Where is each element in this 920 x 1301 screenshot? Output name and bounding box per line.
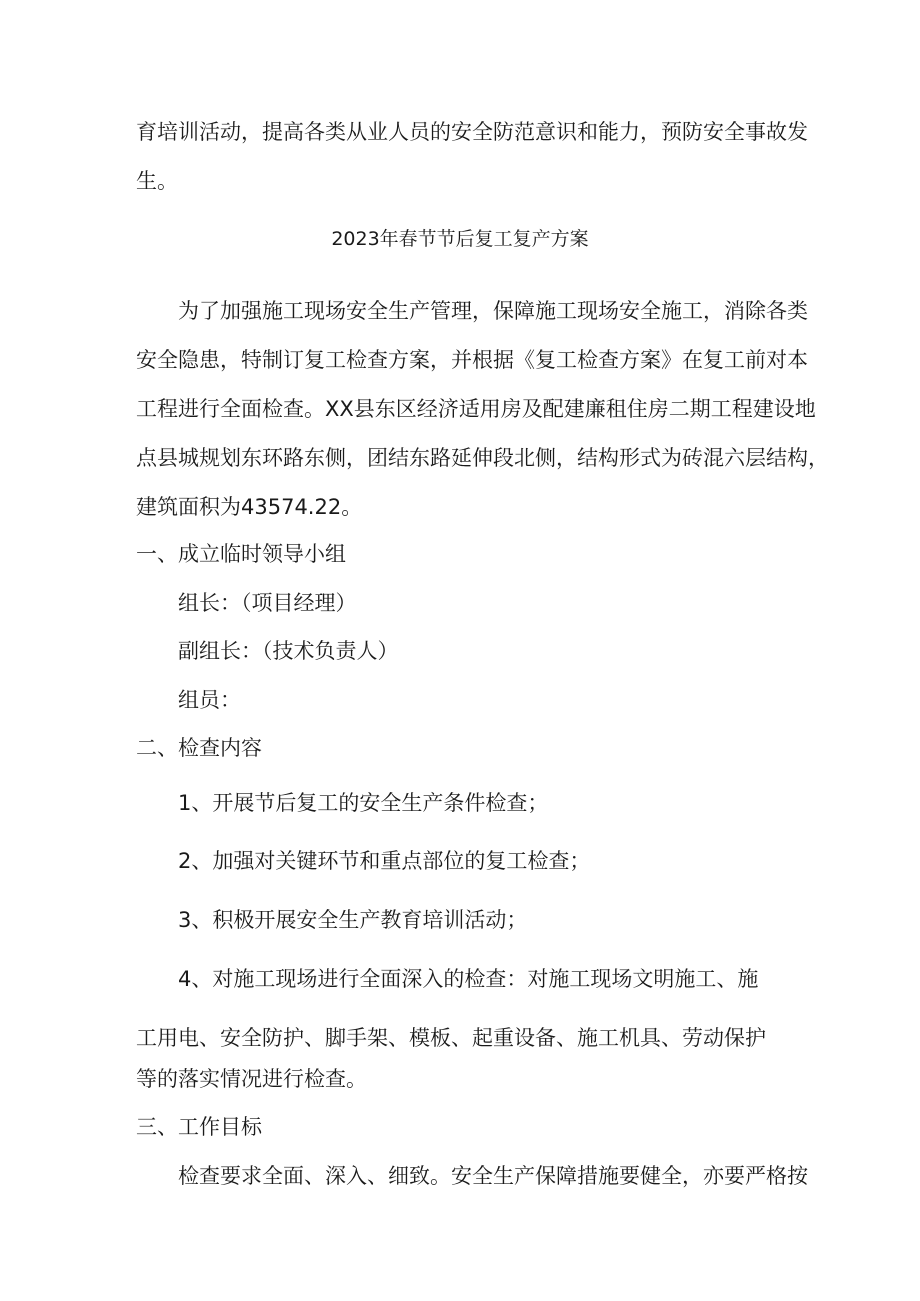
- list-item: 组长：（项目经理）: [178, 591, 357, 615]
- body-text-line: 安全隐患，特制订复工检查方案，并根据《复工检查方案》在复工前对本: [136, 348, 808, 372]
- body-text-line: 工用电、安全防护、脚手架、模板、起重设备、施工机具、劳动保护: [136, 1026, 766, 1050]
- body-text-line: 点县城规划东环路东侧，团结东路延伸段北侧，结构形式为砖混六层结构，: [136, 446, 829, 470]
- section-heading: 一、成立临时领导小组: [136, 542, 346, 566]
- section-heading: 三、工作目标: [136, 1115, 262, 1139]
- list-item: 组员：: [178, 688, 241, 712]
- list-item: 3、积极开展安全生产教育培训活动；: [178, 908, 528, 932]
- list-item: 4、对施工现场进行全面深入的检查：对施工现场文明施工、施: [178, 967, 759, 991]
- list-item: 副组长：（技术负责人）: [178, 639, 399, 663]
- body-text-line: 生。: [136, 169, 178, 193]
- document-title: 2023年春节节后复工复产方案: [331, 228, 589, 250]
- body-text-line: 工程进行全面检查。XX县东区经济适用房及配建廉租住房二期工程建设地: [136, 397, 816, 421]
- list-item: 1、开展节后复工的安全生产条件检查；: [178, 791, 549, 815]
- body-text-line: 等的落实情况进行检查。: [136, 1067, 367, 1091]
- body-text-line: 建筑面积为43574.22。: [136, 495, 363, 519]
- body-text-line: 检查要求全面、深入、细致。安全生产保障措施要健全，亦要严格按: [178, 1164, 808, 1188]
- body-text-line: 育培训活动，提高各类从业人员的安全防范意识和能力，预防安全事故发: [136, 120, 808, 144]
- section-heading: 二、检查内容: [136, 736, 262, 760]
- body-text-line: 为了加强施工现场安全生产管理，保障施工现场安全施工，消除各类: [178, 299, 808, 323]
- list-item: 2、加强对关键环节和重点部位的复工检查；: [178, 849, 591, 873]
